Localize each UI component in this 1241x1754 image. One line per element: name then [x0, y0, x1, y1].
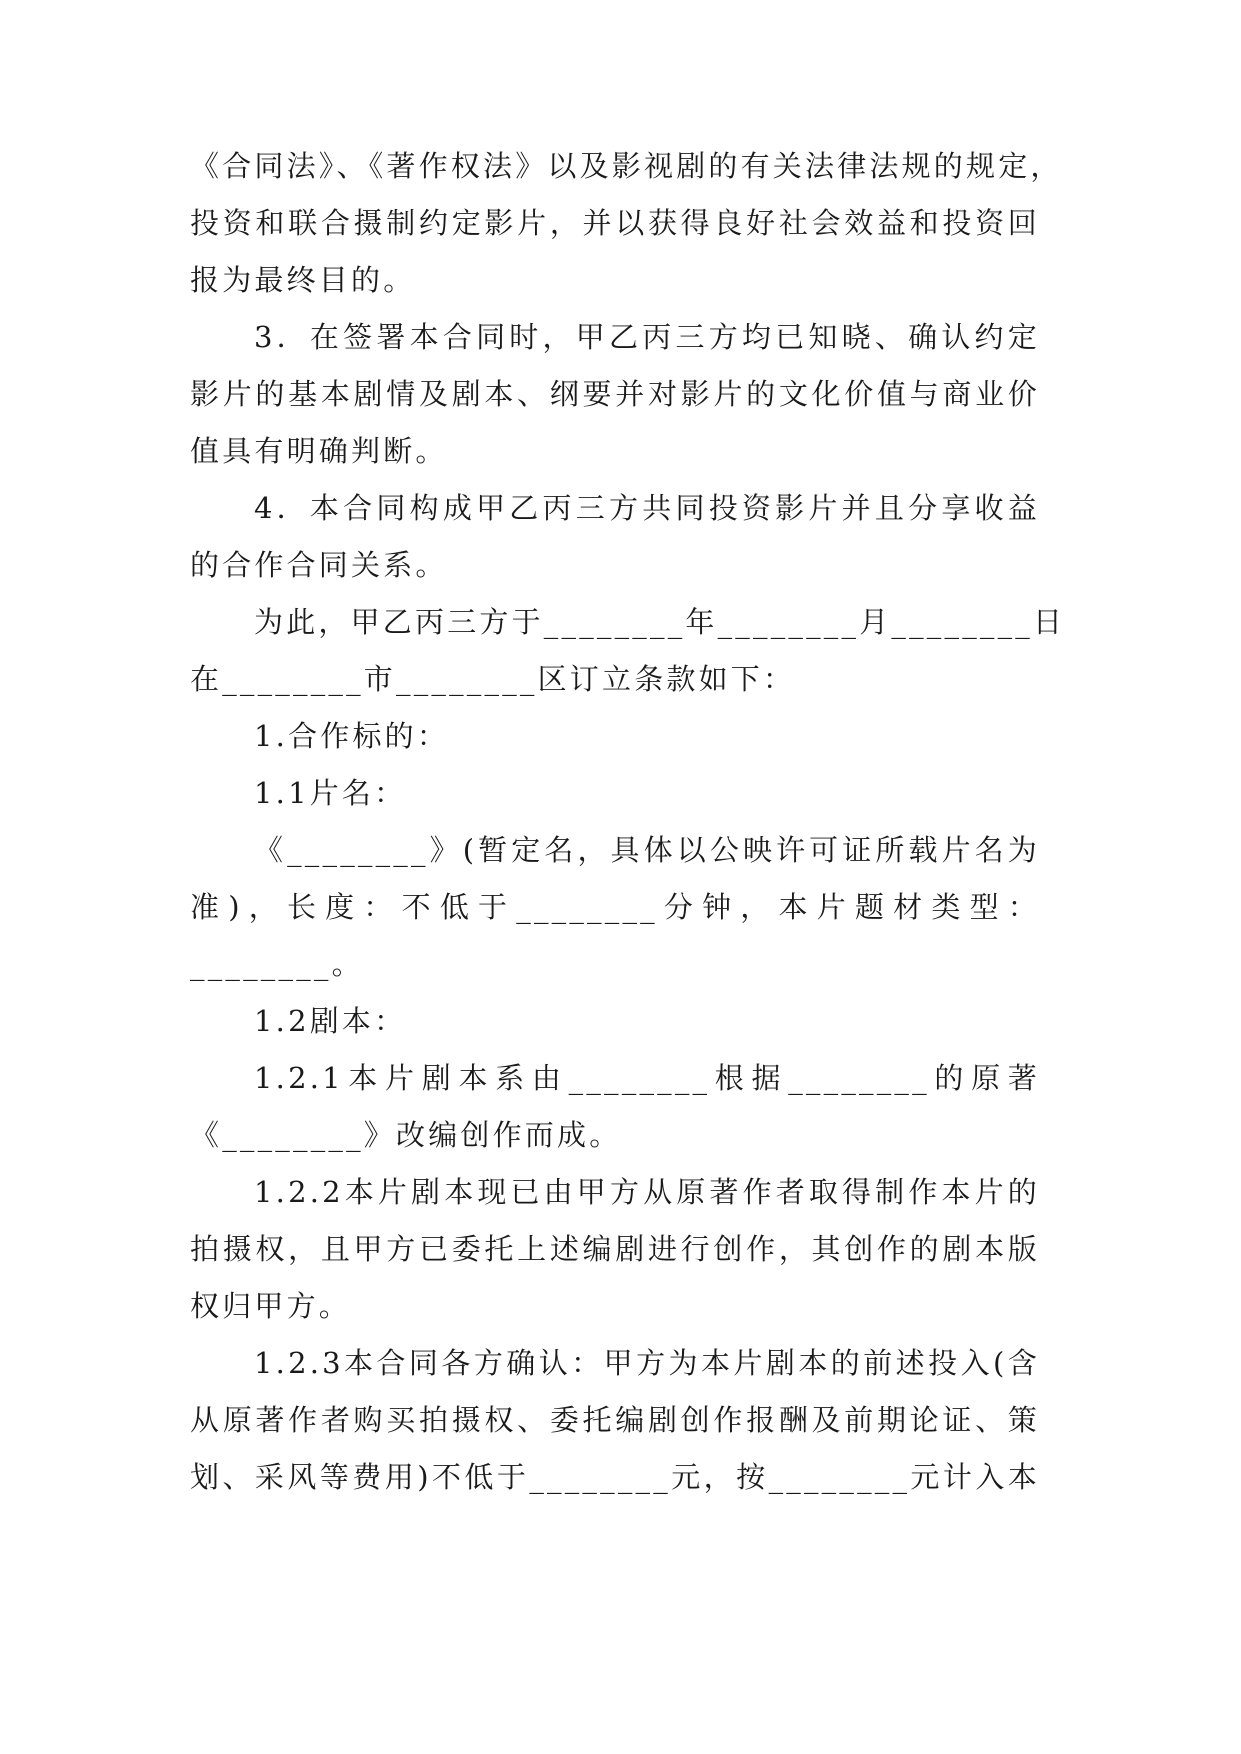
- text-line: 4．本合同构成甲乙丙三方共同投资影片并且分享收益: [254, 491, 1040, 525]
- text-line: 1.合作标的：: [254, 719, 450, 753]
- text-line: 报为最终目的。: [190, 263, 416, 297]
- text-line: 在________市________区订立条款如下：: [190, 662, 796, 696]
- text-line: 《合同法》、《著作权法》以及影视剧的有关法律法规的规定，: [190, 149, 1063, 183]
- text-line: ________。: [190, 947, 364, 981]
- text-line: 影片的基本剧情及剧本、纲要并对影片的文化价值与商业价: [190, 377, 1040, 411]
- text-line: 《________》(暂定名，具体以公映许可证所载片名为: [254, 833, 1040, 867]
- text-line: 划、采风等费用)不低于________元，按________元计入本: [190, 1460, 1040, 1494]
- text-line: 1.2.2本片剧本现已由甲方从原著作者取得制作本片的: [254, 1175, 1040, 1209]
- text-line: 1.2剧本：: [254, 1004, 407, 1038]
- text-line: 的合作合同关系。: [190, 548, 448, 582]
- text-line: 《________》改编创作而成。: [190, 1118, 622, 1152]
- text-line: 权归甲方。: [190, 1289, 352, 1323]
- text-line: 拍摄权，且甲方已委托上述编剧进行创作，其创作的剧本版: [190, 1232, 1040, 1266]
- text-line: 值具有明确判断。: [190, 434, 448, 468]
- text-line: 投资和联合摄制约定影片，并以获得良好社会效益和投资回: [190, 206, 1040, 240]
- text-line: 准)，长度：不低于________分钟，本片题材类型：: [190, 890, 1040, 924]
- text-line: 从原著作者购买拍摄权、委托编剧创作报酬及前期论证、策: [190, 1403, 1040, 1437]
- text-line: 为此，甲乙丙三方于________年________月________日: [254, 605, 1066, 639]
- text-line: 3．在签署本合同时，甲乙丙三方均已知晓、确认约定: [254, 320, 1040, 354]
- text-line: 1.2.3本合同各方确认：甲方为本片剧本的前述投入(含: [254, 1346, 1040, 1380]
- text-line: 1.1片名：: [254, 776, 407, 810]
- text-line: 1.2.1本片剧本系由________根据________的原著: [254, 1061, 1040, 1095]
